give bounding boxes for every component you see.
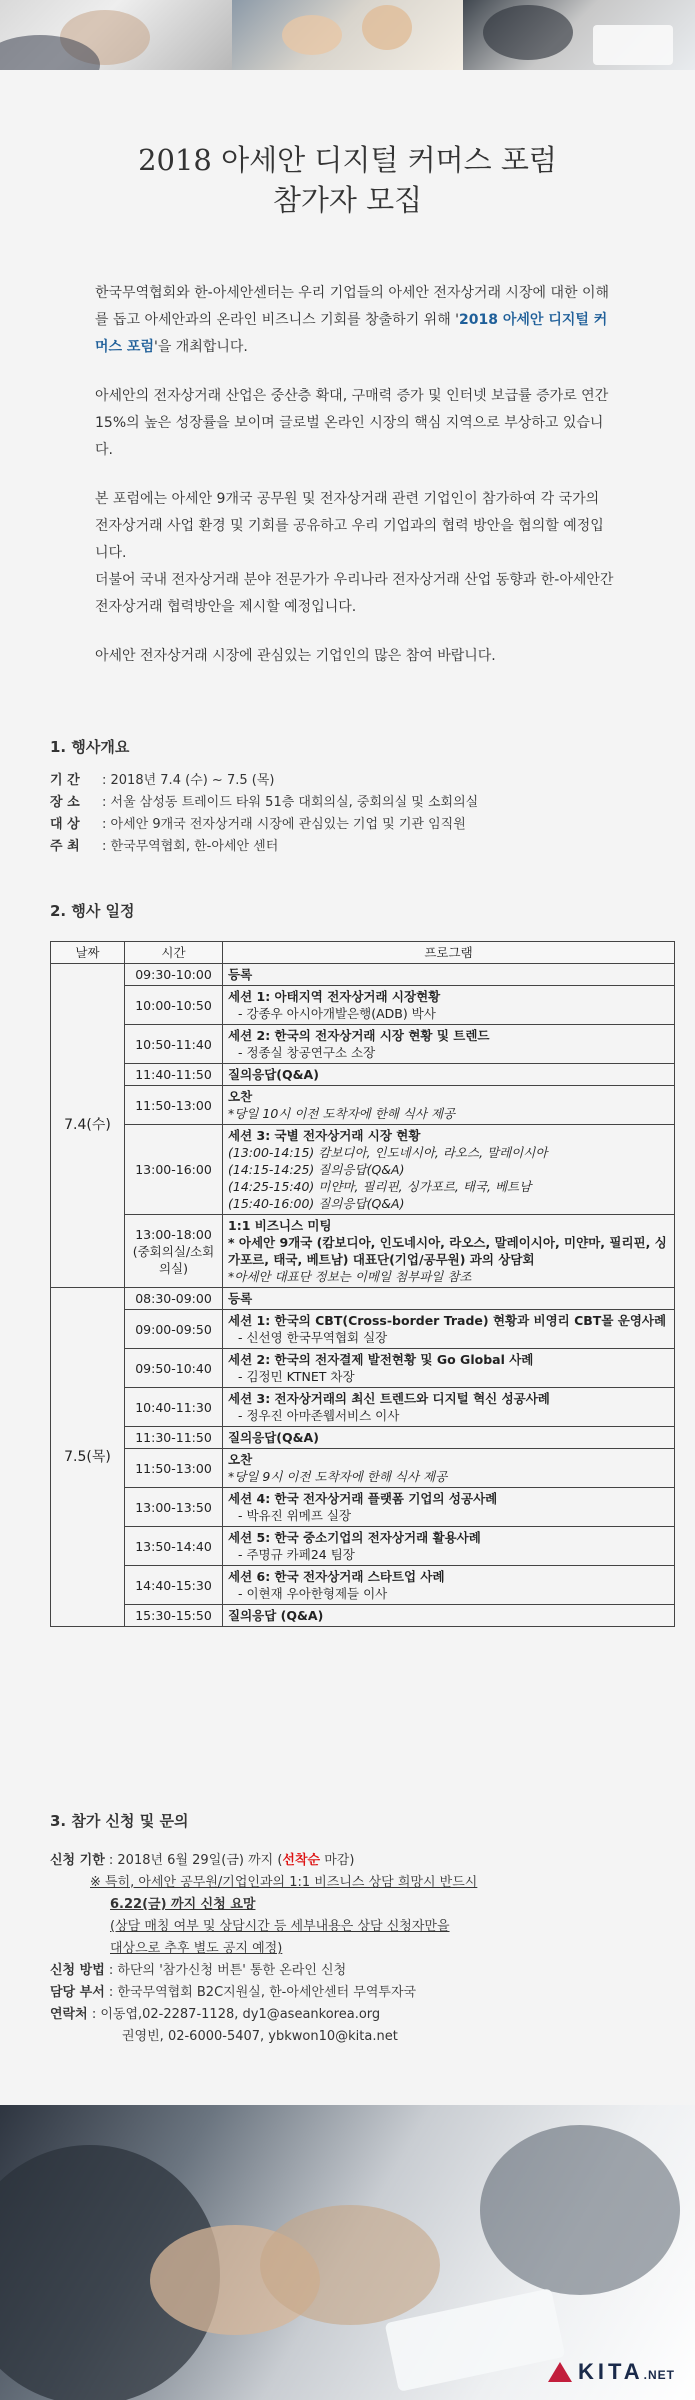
- speaker: - 박유진 위메프 실장: [238, 1508, 352, 1523]
- venue-value: : 서울 삼성동 트레이드 타워 51층 대회의실, 중회의실 및 소회의실: [102, 795, 479, 810]
- program-title: 세션 2: 한국의 전자결제 발전현황 및 Go Global 사례: [228, 1352, 534, 1367]
- time-cell: 11:50-13:00: [125, 1449, 223, 1488]
- program-cell: [223, 1288, 675, 1310]
- title-line-1: 2018 아세안 디지털 커머스 포럼: [138, 143, 557, 177]
- intro-paragraph-3a: 본 포럼에는 아세안 9개국 공무원 및 전자상거래 관련 기업인이 참가하여 각 국가의 전자상거래 사업 환경 및 기회를 공유하고 우리 기업과의 협력 방안을 협의할 예정입니다.: [95, 491, 604, 561]
- first-come-badge: 선착순: [282, 1853, 321, 1868]
- program-note: (15:40-16:00) 질의응답(Q&A): [228, 1196, 405, 1211]
- speaker: - 김정민 KTNET 차장: [238, 1369, 355, 1384]
- program-cell: [223, 1605, 675, 1627]
- dept-label: 담당 부서: [50, 1985, 105, 2000]
- date-cell-day2: 7.5(목): [51, 1288, 125, 1627]
- time-cell: 09:50-10:40: [125, 1349, 223, 1388]
- table-row: [51, 1527, 675, 1566]
- program-cell: [223, 1449, 675, 1488]
- period-value: : 2018년 7.4 (수) ~ 7.5 (목): [102, 773, 275, 788]
- program-cell: [223, 1427, 675, 1449]
- time-cell: 14:40-15:30: [125, 1566, 223, 1605]
- overview-list: [50, 770, 478, 858]
- program-cell: [223, 964, 675, 986]
- meeting-note-1: ※ 특히, 아세안 공무원/기업인과의 1:1 비즈니스 상담 희망시 반드시: [90, 1875, 478, 1890]
- method-row: [50, 1960, 477, 1982]
- table-row: [51, 1488, 675, 1527]
- page-title: [0, 140, 695, 220]
- forum-name-highlight: 2018 아세안 디지털 커머스 포럼: [95, 312, 608, 355]
- overview-row-period: [50, 770, 478, 792]
- program-cell: [223, 1388, 675, 1427]
- intro-text: [95, 280, 615, 692]
- table-row: [51, 1449, 675, 1488]
- method-value: : 하단의 '참가신청 버튼' 통한 온라인 신청: [104, 1963, 347, 1978]
- table-row: [51, 1215, 675, 1288]
- intro-paragraph-3b: 더불어 국내 전자상거래 분야 전문가가 우리나라 전자상거래 산업 동향과 한-아세안간 전자상거래 협력방안을 제시할 예정입니다.: [95, 572, 614, 615]
- program-title: 등록: [228, 967, 253, 982]
- program-cell: [223, 1527, 675, 1566]
- table-row: [51, 1086, 675, 1125]
- speaker: - 강종우 아시아개발은행(ADB) 박사: [238, 1006, 436, 1021]
- speaker: - 정우진 아마존웹서비스 이사: [238, 1408, 400, 1423]
- program-title: 세션 4: 한국 전자상거래 플랫폼 기업의 성공사례: [228, 1491, 498, 1506]
- speaker: - 정종실 창공연구소 소장: [238, 1045, 376, 1060]
- speaker: - 신선영 한국무역협회 실장: [238, 1330, 388, 1345]
- program-note: (14:25-15:40) 미얀마, 필리핀, 싱가포르, 태국, 베트남: [228, 1179, 532, 1194]
- logo-suffix: .NET: [643, 2368, 675, 2382]
- target-label: 대 상: [50, 817, 80, 832]
- program-cell: [223, 1349, 675, 1388]
- overview-row-target: [50, 814, 478, 836]
- time-cell: 15:30-15:50: [125, 1605, 223, 1627]
- overview-row-venue: [50, 792, 478, 814]
- contact-value-2: 권영빈, 02-6000-5407, ybkwon10@kita.net: [122, 2029, 398, 2044]
- program-title: 세션 1: 한국의 CBT(Cross-border Trade) 현황과 비영리 CBT몰 운영사례: [228, 1313, 667, 1328]
- table-row: [51, 1125, 675, 1215]
- program-cell: [223, 1125, 675, 1215]
- time-cell: [125, 1215, 223, 1288]
- header-program: 프로그램: [223, 942, 675, 964]
- intro-paragraph-2: 아세안의 전자상거래 산업은 중산층 확대, 구매력 증가 및 인터넷 보급률 증가로 연간 15%의 높은 성장률을 보이며 글로벌 온라인 시장의 핵심 지역으로 부상하고 있습니다.: [95, 388, 609, 458]
- meeting-photo: [463, 0, 695, 70]
- program-title: 오찬: [228, 1089, 253, 1104]
- kita-logo-text: [578, 2359, 675, 2385]
- section-heading-registration: 3. 참가 신청 및 문의: [50, 1812, 189, 1830]
- host-label: 주 최: [50, 839, 80, 854]
- program-cell: [223, 1310, 675, 1349]
- kita-logo: [548, 2359, 675, 2385]
- program-title: 세션 5: 한국 중소기업의 전자상거래 활용사례: [228, 1530, 481, 1545]
- registration-info: [50, 1850, 477, 2048]
- period-label: 기 간: [50, 773, 80, 788]
- time-cell: 10:40-11:30: [125, 1388, 223, 1427]
- date-cell-day1: 7.4(수): [51, 964, 125, 1288]
- program-cell: [223, 1086, 675, 1125]
- method-label: 신청 방법: [50, 1963, 105, 1978]
- table-row: [51, 986, 675, 1025]
- meeting-note-2: 6.22(금) 까지 신청 요망: [110, 1897, 256, 1912]
- program-title: 오찬: [228, 1452, 253, 1467]
- speaker: - 이현재 우아한형제들 이사: [238, 1586, 388, 1601]
- intro-p1-text-b: '을 개최합니다.: [153, 339, 248, 355]
- table-row: [51, 1288, 675, 1310]
- speaker: - 주명규 카페24 팀장: [238, 1547, 355, 1562]
- program-note: *당일 10시 이전 도착자에 한해 식사 제공: [228, 1106, 456, 1121]
- kita-logo-mark-icon: [548, 2362, 572, 2382]
- table-row: [51, 1310, 675, 1349]
- contact-label: 연락처: [50, 2007, 88, 2022]
- intro-paragraph-4: 아세안 전자상거래 시장에 관심있는 기업인의 많은 참여 바랍니다.: [95, 648, 496, 664]
- program-note: *당일 9시 이전 도착자에 한해 식사 제공: [228, 1469, 448, 1484]
- time-cell: 11:50-13:00: [125, 1086, 223, 1125]
- intro-paragraph-1: [95, 280, 615, 361]
- logo-main: KITA: [577, 2359, 644, 2384]
- time-cell: 13:00-16:00: [125, 1125, 223, 1215]
- dept-row: [50, 1982, 477, 2004]
- program-detail: * 아세안 9개국 (캄보디아, 인도네시아, 라오스, 말레이시아, 미얀마, 필리핀, 싱가포르, 태국, 베트남) 대표단(기업/공무원) 과의 상담회: [228, 1235, 667, 1267]
- program-title: 세션 3: 전자상거래의 최신 트렌드와 디지털 혁신 성공사례: [228, 1391, 550, 1406]
- table-row: [51, 1025, 675, 1064]
- time-cell: 13:50-14:40: [125, 1527, 223, 1566]
- meeting-note-4: 대상으로 추후 별도 공지 예정): [110, 1941, 283, 1956]
- program-note: *아세안 대표단 정보는 이메일 첨부파일 참조: [228, 1269, 472, 1284]
- program-cell: [223, 1025, 675, 1064]
- program-cell: [223, 986, 675, 1025]
- contact-value-1: : 이동엽,02-2287-1128, dy1@aseankorea.org: [87, 2007, 381, 2022]
- section-heading-schedule: 2. 행사 일정: [50, 902, 135, 920]
- time-cell: 08:30-09:00: [125, 1288, 223, 1310]
- table-header-row: [51, 942, 675, 964]
- program-cell: [223, 1488, 675, 1527]
- time-cell: 10:00-10:50: [125, 986, 223, 1025]
- program-title: 세션 2: 한국의 전자상거래 시장 현황 및 트렌드: [228, 1028, 490, 1043]
- header-date: 날짜: [51, 942, 125, 964]
- program-cell: [223, 1064, 675, 1086]
- meeting-note-3: (상담 매칭 여부 및 상담시간 등 세부내용은 상담 신청자만을: [110, 1919, 450, 1934]
- table-row: [51, 1605, 675, 1627]
- program-note: (13:00-14:15) 캄보디아, 인도네시아, 라오스, 말레이시아: [228, 1145, 548, 1160]
- time-cell: 11:40-11:50: [125, 1064, 223, 1086]
- time-cell: 13:00-13:50: [125, 1488, 223, 1527]
- deadline-text-a: : 2018년 6월 29일(금) 까지 (: [104, 1853, 283, 1868]
- program-title: 질의응답(Q&A): [228, 1067, 319, 1082]
- program-title: 세션 3: 국별 전자상거래 시장 현황: [228, 1128, 421, 1143]
- overview-row-host: [50, 836, 478, 858]
- top-banner-image: [0, 0, 695, 70]
- thumbs-up-photo: [232, 0, 464, 70]
- program-cell: [223, 1215, 675, 1288]
- program-title: 세션 6: 한국 전자상거래 스타트업 사례: [228, 1569, 445, 1584]
- venue-label: 장 소: [50, 795, 80, 810]
- target-value: : 아세안 9개국 전자상거래 시장에 관심있는 기업 및 기관 임직원: [102, 817, 466, 832]
- host-value: : 한국무역협회, 한-아세안 센터: [102, 839, 279, 854]
- time-cell: 10:50-11:40: [125, 1025, 223, 1064]
- title-line-2: 참가자 모집: [272, 183, 423, 217]
- time-cell: 09:30-10:00: [125, 964, 223, 986]
- table-row: [51, 1566, 675, 1605]
- intro-p1-text-a: 한국무역협회와 한-아세안센터는 우리 기업들의 아세안 전자상거래 시장에 대한 이해를 돕고 아세안과의 온라인 비즈니스 기회를 창출하기 위해 ': [95, 285, 609, 328]
- handshake-photo: [0, 0, 232, 70]
- header-time: 시간: [125, 942, 223, 964]
- program-title: 질의응답 (Q&A): [228, 1608, 324, 1623]
- section-heading-overview: 1. 행사개요: [50, 738, 130, 756]
- table-row: [51, 1427, 675, 1449]
- program-note: (14:15-14:25) 질의응답(Q&A): [228, 1162, 405, 1177]
- bottom-banner-image: [0, 2105, 695, 2400]
- table-row: [51, 964, 675, 986]
- table-row: [51, 1064, 675, 1086]
- table-row: [51, 1388, 675, 1427]
- dept-value: : 한국무역협회 B2C지원실, 한-아세안센터 무역투자국: [104, 1985, 417, 2000]
- deadline-row: [50, 1850, 477, 1872]
- table-row: [51, 1349, 675, 1388]
- contact-row: [50, 2004, 477, 2026]
- deadline-label: 신청 기한: [50, 1853, 105, 1868]
- room-text: (중회의실/소회의실): [132, 1243, 215, 1276]
- deadline-text-b: 마감): [320, 1853, 355, 1868]
- program-title: 질의응답(Q&A): [228, 1430, 319, 1445]
- time-cell: 09:00-09:50: [125, 1310, 223, 1349]
- program-cell: [223, 1566, 675, 1605]
- time-cell: 11:30-11:50: [125, 1427, 223, 1449]
- program-title: 등록: [228, 1291, 253, 1306]
- time-text: 13:00-18:00: [135, 1226, 212, 1242]
- program-title: 1:1 비즈니스 미팅: [228, 1218, 332, 1233]
- schedule-table: [50, 941, 675, 1627]
- program-title: 세션 1: 아태지역 전자상거래 시장현황: [228, 989, 441, 1004]
